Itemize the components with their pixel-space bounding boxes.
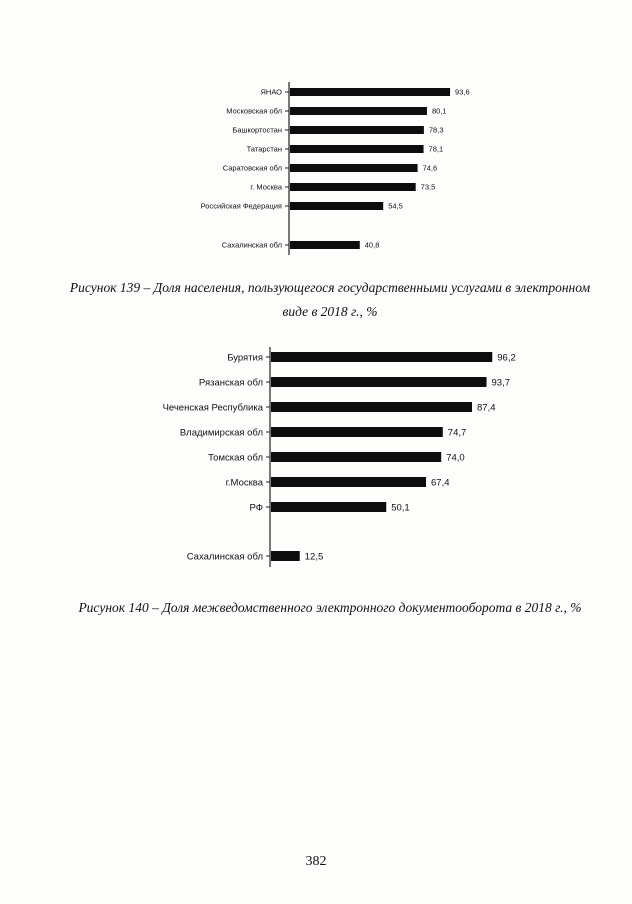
- bar: [271, 502, 386, 512]
- category-label: Саратовская обл: [222, 163, 282, 173]
- bar: [271, 551, 300, 561]
- value-label: 96,2: [497, 352, 516, 364]
- category-label: ЯНАО: [260, 87, 282, 97]
- caption-140: Рисунок 140 – Доля межведомственного электронного документооборота в 2018 г., %: [78, 600, 582, 615]
- category-label: Томская обл: [208, 452, 263, 464]
- value-label: 73,5: [420, 182, 436, 192]
- value-label: 80,1: [431, 106, 447, 116]
- bar: [271, 477, 426, 487]
- bar: [271, 352, 492, 362]
- bar: [290, 107, 427, 115]
- category-label: г. Москва: [250, 182, 282, 192]
- category-label: г.Москва: [225, 477, 263, 489]
- category-label: Российская Федерация: [200, 201, 282, 211]
- bar: [290, 126, 424, 134]
- bar: [290, 145, 424, 153]
- bar: [290, 164, 418, 172]
- category-label: РФ: [249, 502, 263, 514]
- category-label: Владимирская обл: [179, 427, 263, 439]
- bar: [271, 452, 441, 462]
- chart-140: [0, 335, 632, 575]
- bar: [290, 88, 450, 96]
- value-label: 50,1: [391, 502, 410, 514]
- bar: [290, 202, 383, 210]
- value-label: 78,1: [428, 144, 444, 154]
- category-label: Сахалинская обл: [221, 240, 282, 250]
- category-label: Сахалинская обл: [186, 551, 263, 563]
- category-label: Бурятия: [227, 352, 263, 364]
- bar: [271, 377, 487, 387]
- value-label: 87,4: [477, 402, 496, 414]
- bar: [290, 183, 416, 191]
- page-number: 382: [305, 854, 327, 869]
- value-label: 93,6: [455, 87, 470, 97]
- category-label: Татарстан: [246, 144, 282, 154]
- category-label: Рязанская обл: [198, 377, 263, 389]
- value-label: 78,3: [428, 125, 444, 135]
- category-label: Чеченская Республика: [162, 402, 263, 414]
- category-label: Башкортостан: [232, 125, 282, 135]
- value-label: 54,5: [388, 201, 403, 211]
- bar: [290, 241, 360, 249]
- bar: [271, 427, 443, 437]
- caption-139: Рисунок 139 – Доля населения, пользующегося государственными услугами в электронном виде в 2018 г., %: [69, 280, 591, 319]
- value-label: 93,7: [491, 377, 511, 389]
- value-label: 74,6: [422, 163, 438, 173]
- bar: [271, 402, 472, 412]
- value-label: 74,7: [447, 427, 467, 439]
- category-label: Московская обл: [226, 106, 282, 116]
- value-label: 74,0: [446, 452, 465, 464]
- chart-139: [0, 70, 632, 255]
- value-label: 67,4: [431, 477, 450, 489]
- value-label: 12,5: [304, 551, 324, 563]
- value-label: 40,8: [364, 240, 380, 250]
